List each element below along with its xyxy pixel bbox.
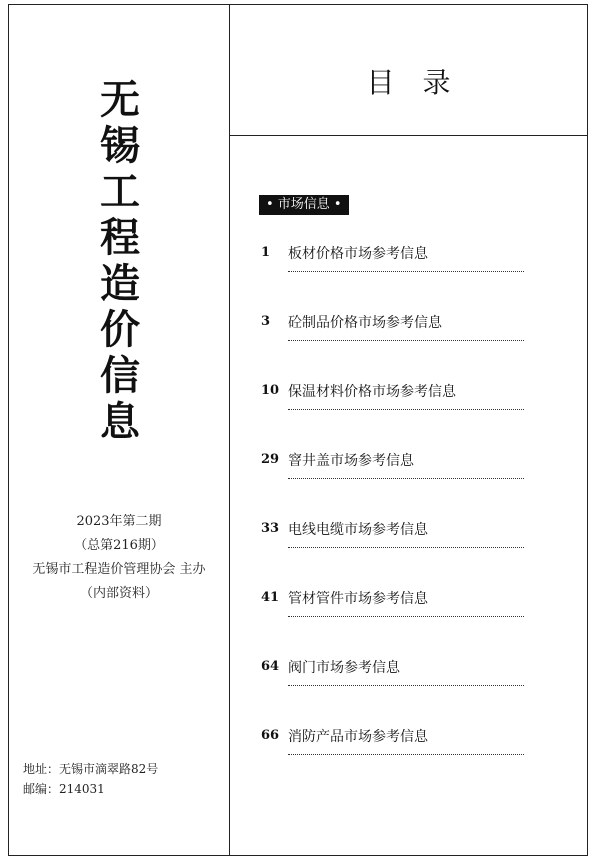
- toc-page-number: 10: [261, 383, 280, 398]
- internal-note: （内部资料）: [79, 586, 158, 601]
- toc-item-label: 电线电缆市场参考信息: [288, 522, 428, 538]
- toc-item[interactable]: [252, 724, 552, 793]
- toc-column: [230, 5, 587, 855]
- toc-item[interactable]: [252, 448, 552, 517]
- dot-leader: [288, 547, 524, 548]
- total-issue: （总第216期）: [74, 538, 164, 553]
- toc-item[interactable]: [252, 655, 552, 724]
- issue-info: [9, 510, 229, 606]
- contact-info: [23, 759, 158, 799]
- toc-page-number: 1: [261, 245, 271, 260]
- title-char: 工: [100, 168, 140, 215]
- toc-item[interactable]: [252, 379, 552, 448]
- toc-item[interactable]: [252, 241, 552, 310]
- title-char: 锡: [100, 122, 140, 169]
- title-char: 信: [100, 352, 140, 399]
- title-char: 造: [100, 260, 140, 307]
- toc-page-number: 64: [261, 659, 280, 674]
- toc-item[interactable]: [252, 586, 552, 655]
- toc-item-label: 保温材料价格市场参考信息: [288, 384, 456, 400]
- toc-item-label: 消防产品市场参考信息: [288, 729, 428, 745]
- dot-leader: [288, 616, 524, 617]
- dot-leader: [288, 409, 524, 410]
- toc-page-number: 3: [261, 314, 271, 329]
- title-char: 息: [100, 398, 140, 445]
- toc-page-number: 29: [261, 452, 280, 467]
- toc-item-label: 窨井盖市场参考信息: [288, 453, 414, 469]
- issue-number: 2023年第二期: [76, 514, 162, 529]
- address: 地址：无锡市滴翠路82号: [23, 762, 159, 776]
- page-frame: [8, 4, 588, 856]
- toc-item-label: 管材管件市场参考信息: [288, 591, 428, 607]
- postcode: 邮编：214031: [23, 782, 105, 796]
- toc-title: 目录: [366, 66, 479, 99]
- title-char: 无: [100, 76, 140, 123]
- toc-header: [230, 5, 587, 136]
- toc-item-label: 砼制品价格市场参考信息: [288, 315, 442, 331]
- toc-item-label: 板材价格市场参考信息: [288, 246, 428, 262]
- toc-item[interactable]: [252, 517, 552, 586]
- dot-leader: [288, 271, 524, 272]
- dot-leader: [288, 478, 524, 479]
- organizer: 无锡市工程造价管理协会 主办: [32, 562, 206, 577]
- section-tag: • 市场信息 •: [259, 195, 349, 215]
- toc-list: [252, 241, 552, 793]
- toc-item-label: 阀门市场参考信息: [288, 660, 400, 676]
- dot-leader: [288, 685, 524, 686]
- toc-item[interactable]: [252, 310, 552, 379]
- vertical-title: [93, 77, 147, 445]
- toc-page-number: 33: [261, 521, 280, 536]
- cover-column: [9, 5, 229, 855]
- title-char: 价: [100, 306, 140, 353]
- dot-leader: [288, 754, 524, 755]
- dot-leader: [288, 340, 524, 341]
- toc-page-number: 41: [261, 590, 280, 605]
- title-char: 程: [100, 214, 140, 261]
- toc-page-number: 66: [261, 728, 280, 743]
